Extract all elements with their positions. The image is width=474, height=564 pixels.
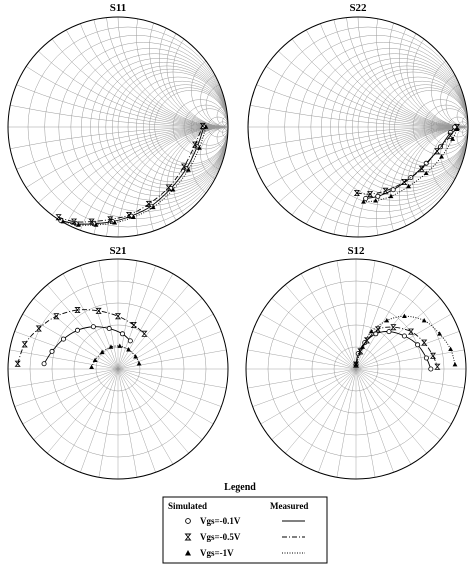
data-point-s1-1 bbox=[23, 342, 27, 347]
data-point-s1-6 bbox=[422, 340, 426, 345]
data-point-s1-0 bbox=[15, 361, 19, 366]
reactance-arc bbox=[173, 17, 283, 127]
data-point-s0-3 bbox=[75, 328, 79, 332]
data-point-s0-2 bbox=[61, 337, 65, 341]
data-point-s1-5 bbox=[409, 329, 413, 334]
data-point-s2-2 bbox=[389, 194, 394, 198]
data-point-s0-5 bbox=[107, 326, 111, 330]
reactance-arc bbox=[149, 127, 306, 284]
chart-s12 bbox=[246, 245, 466, 479]
reactance-arc bbox=[118, 127, 338, 347]
chart-s21 bbox=[8, 245, 228, 479]
legend-item-2-label: Vgs=-0.5V bbox=[200, 532, 241, 542]
series-line-2 bbox=[63, 127, 206, 225]
reactance-arc bbox=[101, 0, 474, 127]
data-point-s0-6 bbox=[416, 343, 420, 347]
data-point-s0-2 bbox=[391, 188, 395, 192]
reactance-arc bbox=[45, 0, 412, 127]
data-point-s1-8 bbox=[142, 331, 146, 336]
data-point-s1-5 bbox=[435, 149, 439, 154]
data-point-s2-1 bbox=[373, 198, 378, 202]
data-point-s2-6 bbox=[133, 354, 138, 358]
data-point-s0-0 bbox=[42, 362, 46, 366]
reactance-arc bbox=[159, 0, 297, 127]
reactance-arc bbox=[136, 127, 319, 310]
data-point-s0-6 bbox=[120, 332, 124, 336]
polar-grid-s21 bbox=[8, 259, 228, 479]
data-point-s2-8 bbox=[453, 362, 458, 366]
legend-title: Legend bbox=[224, 482, 256, 493]
data-point-s2-6 bbox=[437, 331, 442, 335]
chart-title-s12: S12 bbox=[347, 245, 365, 257]
data-point-s2-0 bbox=[89, 365, 94, 369]
reactance-arc bbox=[193, 0, 474, 127]
reactance-arc bbox=[358, 127, 474, 347]
reactance-arc bbox=[149, 0, 306, 127]
data-marks-s12 bbox=[354, 314, 458, 372]
legend-col-simulated: Simulated bbox=[168, 501, 208, 511]
reactance-arc bbox=[45, 127, 412, 494]
data-point-s0-8 bbox=[429, 367, 433, 371]
data-point-s0-1 bbox=[50, 349, 54, 353]
legend-item-3-label: Vgs=-1V bbox=[200, 548, 234, 558]
data-marks-s11 bbox=[56, 123, 208, 226]
chart-title-s11: S11 bbox=[109, 2, 127, 14]
legend-item-1-label: Vgs=-0.1V bbox=[200, 516, 241, 526]
legend bbox=[163, 482, 327, 563]
data-point-s1-8 bbox=[435, 364, 439, 369]
reactance-arc bbox=[346, 0, 474, 127]
reactance-arc bbox=[173, 127, 283, 237]
data-point-s0-5 bbox=[402, 334, 406, 338]
legend-col-measured: Measured bbox=[270, 501, 309, 511]
data-point-s0-7 bbox=[128, 339, 132, 343]
chart-title-s21: S21 bbox=[109, 245, 127, 257]
reactance-arc bbox=[8, 0, 448, 127]
data-point-s2-7 bbox=[448, 347, 453, 351]
data-point-s2-5 bbox=[422, 318, 427, 322]
reactance-arc bbox=[106, 127, 350, 371]
data-point-s1-4 bbox=[391, 325, 395, 330]
data-point-s0-7 bbox=[424, 356, 428, 360]
data-point-s0-1 bbox=[376, 194, 380, 198]
data-point-s1-7 bbox=[132, 322, 136, 327]
data-point-s0-4 bbox=[91, 325, 95, 329]
chart-title-s22: S22 bbox=[349, 2, 367, 14]
